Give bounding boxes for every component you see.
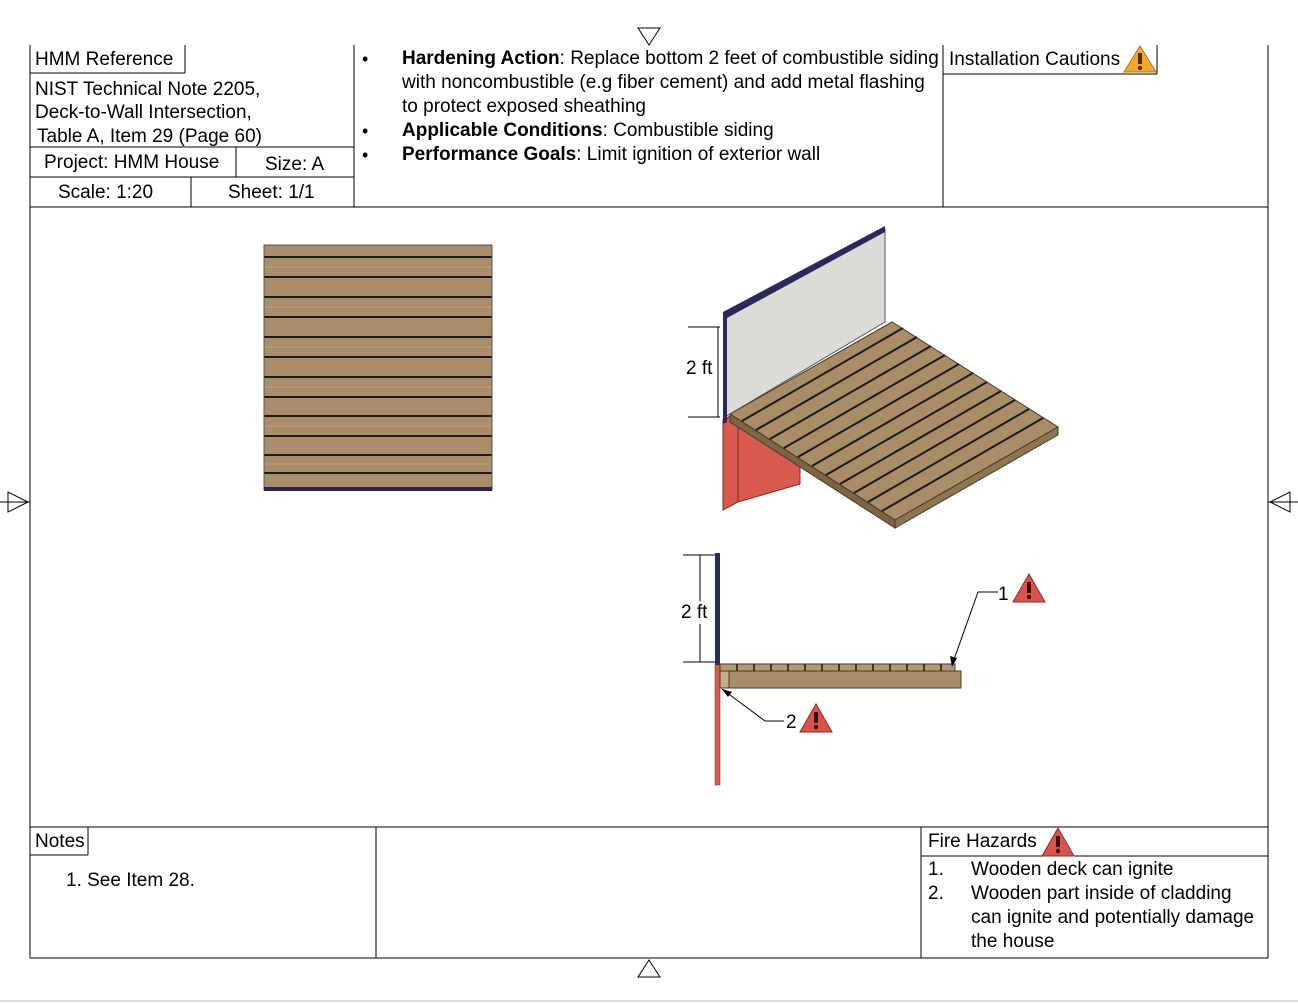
fire-hazard-item: 1. Wooden deck can ignite [928, 859, 1174, 880]
notes-label: Notes [35, 831, 85, 852]
reference-line-2: Deck-to-Wall Intersection, [35, 102, 252, 123]
callout-1-label: 1 [998, 584, 1009, 605]
deck-isometric-view [680, 222, 1070, 532]
side-deck-joist [720, 671, 961, 688]
performance-goals-item: • Performance Goals: Limit ignition of exterior wall [362, 143, 942, 167]
callout-1-leader [952, 592, 978, 665]
sheet-field: Sheet: 1/1 [228, 182, 315, 203]
fire-hazards-label: Fire Hazards [928, 831, 1037, 852]
size-field: Size: A [265, 154, 325, 175]
scale-field: Scale: 1:20 [58, 182, 154, 203]
fire-hazard-2-icon [798, 702, 834, 734]
installation-cautions-label: Installation Cautions [949, 49, 1121, 70]
callout-2-label: 2 [786, 712, 797, 733]
notes-item-1: 1. See Item 28. [66, 870, 195, 891]
hardening-action-item: • Hardening Action: Replace bottom 2 feet of combustible siding with noncombustible (e.g fiber cement) and add metal flashing to protect exposed sheathing [362, 47, 942, 119]
side-wall-lower [715, 665, 720, 785]
fire-hazard-1-icon [1011, 572, 1047, 604]
fire-hazards-warning-icon [1040, 826, 1076, 858]
bottom-center-mark [638, 960, 660, 977]
project-field: Project: HMM House [44, 152, 220, 173]
iso-dimension-label: 2 ft [686, 358, 713, 379]
reference-line-1: NIST Technical Note 2205, [35, 79, 261, 100]
red-lower-panel [723, 412, 738, 510]
side-wall-upper [715, 553, 720, 665]
hmm-reference-label: HMM Reference [35, 49, 174, 70]
fire-hazards-list [928, 858, 1261, 954]
deck-top-view [262, 243, 494, 494]
applicable-conditions-item: • Applicable Conditions: Combustible siding [362, 119, 942, 143]
fire-hazard-item: 2. Wooden part inside of cladding can ignite and potentially damage the house [928, 883, 1255, 952]
reference-line-3: Table A, Item 29 (Page 60) [37, 126, 262, 147]
caution-warning-icon [1122, 44, 1158, 74]
side-dimension-label: 2 ft [681, 602, 708, 623]
top-center-mark [638, 28, 660, 45]
hardening-actions-list [362, 47, 942, 167]
